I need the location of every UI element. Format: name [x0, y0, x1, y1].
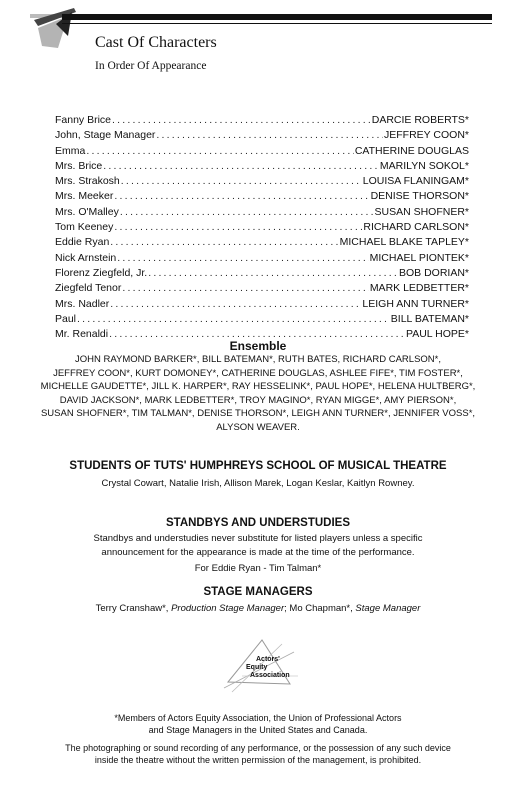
logo-line-3: Association: [250, 672, 290, 679]
ensemble-heading: Ensemble: [229, 339, 287, 353]
dot-leader: [117, 251, 368, 266]
recording-notice-line-2: inside the theatre without the written permission of the management, is prohibited.: [94, 754, 422, 765]
cast-row: [55, 220, 469, 235]
cast-list: [55, 113, 469, 342]
cast-row: [55, 159, 469, 174]
cast-actor: BILL BATEMAN*: [390, 312, 469, 325]
cast-actor: MARILYN SOKOL*: [379, 159, 469, 172]
cast-row: [55, 128, 469, 143]
page-title: Cast Of Characters: [95, 34, 217, 51]
cast-row: [55, 312, 469, 327]
students-names: Crystal Cowart, Natalie Irish, Allison Marek, Logan Keslar, Kaitlyn Rowney.: [101, 478, 415, 489]
cast-row: [55, 281, 469, 296]
cast-role: Mrs. Strakosh: [55, 175, 120, 188]
dot-leader: [103, 159, 379, 174]
cast-actor: JEFFREY COON*: [384, 129, 469, 142]
stage-manager-1-title: Production Stage Manager: [171, 603, 285, 614]
stage-manager-separator: ; Mo Chapman*,: [284, 603, 356, 614]
cast-actor: MARK LEDBETTER*: [369, 282, 469, 295]
stage-managers-heading: STAGE MANAGERS: [203, 586, 313, 598]
dot-leader: [86, 144, 353, 159]
dot-leader: [110, 297, 361, 312]
dot-leader: [121, 174, 362, 189]
dot-leader: [112, 113, 371, 128]
cast-actor: CATHERINE DOUGLAS: [354, 144, 469, 157]
standbys-note: For Eddie Ryan - Tim Talman*: [194, 563, 322, 574]
cast-role: Florenz Ziegfeld, Jr.: [55, 266, 148, 279]
recording-notice: [20, 743, 496, 766]
cast-role: John, Stage Manager: [55, 129, 156, 142]
cast-row: [55, 205, 469, 220]
dot-leader: [148, 266, 398, 281]
cast-row: [55, 113, 469, 128]
cast-actor: MICHAEL PIONTEK*: [369, 251, 469, 264]
cast-role: Nick Arnstein: [55, 251, 117, 264]
students-heading: STUDENTS OF TUTS' HUMPHREYS SCHOOL OF MUSICAL THEATRE: [69, 460, 447, 472]
cast-role: Tom Keeney: [55, 221, 114, 234]
cast-role: Mrs. Nadler: [55, 297, 110, 310]
cast-actor: LOUISA FLANINGAM*: [362, 175, 469, 188]
cast-role: Fanny Brice: [55, 114, 112, 126]
cast-row: [55, 297, 469, 312]
logo-line-2: Equity: [246, 664, 268, 671]
cast-actor: BOB DORIAN*: [398, 266, 469, 279]
standbys-line-2: announcement for the appearance is made at the time of the performance.: [101, 546, 415, 558]
actors-equity-logo: [222, 636, 302, 694]
dot-leader: [77, 312, 390, 327]
cast-row: [55, 189, 469, 204]
dot-leader: [110, 235, 338, 250]
cast-role: Eddie Ryan: [55, 236, 110, 249]
equity-footnote-line-1: *Members of Actors Equity Association, the Union of Professional Actors: [114, 713, 402, 723]
dot-leader: [114, 220, 362, 235]
cast-role: Mrs. Brice: [55, 159, 103, 172]
recording-notice-line-1: The photographing or sound recording of any performance, or the possession of any such device: [65, 743, 451, 753]
cast-row: [55, 144, 469, 159]
cast-row: [55, 251, 469, 266]
standbys-heading: STANDBYS AND UNDERSTUDIES: [165, 517, 350, 529]
dot-leader: [114, 189, 369, 204]
cast-actor: DENISE THORSON*: [370, 190, 469, 203]
cast-role: Paul: [55, 312, 77, 325]
equity-footnote-line-2: and Stage Managers in the United States and Canada.: [148, 724, 368, 735]
cast-role: Mr. Renaldi: [55, 328, 109, 341]
cast-actor: LEIGH ANN TURNER*: [362, 297, 469, 310]
ensemble-list: [20, 353, 496, 435]
header-rule-thick: [62, 14, 492, 20]
header-rule-thin: [62, 23, 492, 24]
equity-logo-text: [246, 656, 290, 680]
ensemble-line: ALYSON WEAVER.: [216, 421, 300, 433]
cast-actor: PAUL HOPE*: [405, 328, 469, 341]
dot-leader: [122, 281, 368, 296]
stage-manager-1-name: Terry Cranshaw*,: [95, 603, 172, 614]
stage-manager-2-title: Stage Manager: [355, 603, 421, 614]
ensemble-line: SUSAN SHOFNER*, TIM TALMAN*, DENISE THORSON*, LEIGH ANN TURNER*, JENNIFER VOSS*,: [40, 408, 476, 420]
ensemble-line: DAVID JACKSON*, MARK LEDBETTER*, TROY MAGINO*, RYAN MIGGE*, AMY PIERSON*,: [59, 394, 457, 406]
dot-leader: [156, 128, 383, 143]
cast-row: [55, 235, 469, 250]
cast-row: [55, 174, 469, 189]
cast-role: Mrs. O'Malley: [55, 205, 119, 218]
dot-leader: [120, 205, 374, 220]
cast-actor: MICHAEL BLAKE TAPLEY*: [339, 236, 469, 249]
cast-role: Ziegfeld Tenor: [55, 282, 122, 295]
ensemble-line: MICHELLE GAUDETTE*, JILL K. HARPER*, RAY HESSELINK*, PAUL HOPE*, HELENA HULTBERG*,: [40, 381, 476, 393]
cast-actor: DARCIE ROBERTS*: [371, 114, 469, 126]
stage-managers-text: [20, 602, 496, 616]
logo-line-1: Actors': [256, 656, 280, 663]
ensemble-line: JOHN RAYMOND BARKER*, BILL BATEMAN*, RUTH BATES, RICHARD CARLSON*,: [75, 354, 441, 365]
equity-footnote: [30, 713, 486, 736]
page-subtitle: In Order Of Appearance: [95, 60, 207, 72]
cast-actor: RICHARD CARLSON*: [363, 221, 469, 234]
cast-role: Emma: [55, 144, 86, 157]
ensemble-line: JEFFREY COON*, KURT DOMONEY*, CATHERINE DOUGLAS, ASHLEE FIFE*, TIM FOSTER*,: [53, 367, 463, 379]
cast-actor: SUSAN SHOFNER*: [374, 205, 469, 218]
cast-row: [55, 266, 469, 281]
cast-role: Mrs. Meeker: [55, 190, 114, 203]
standbys-line-1: Standbys and understudies never substitute for listed players unless a specific: [93, 533, 423, 544]
standbys-text: [20, 532, 496, 559]
